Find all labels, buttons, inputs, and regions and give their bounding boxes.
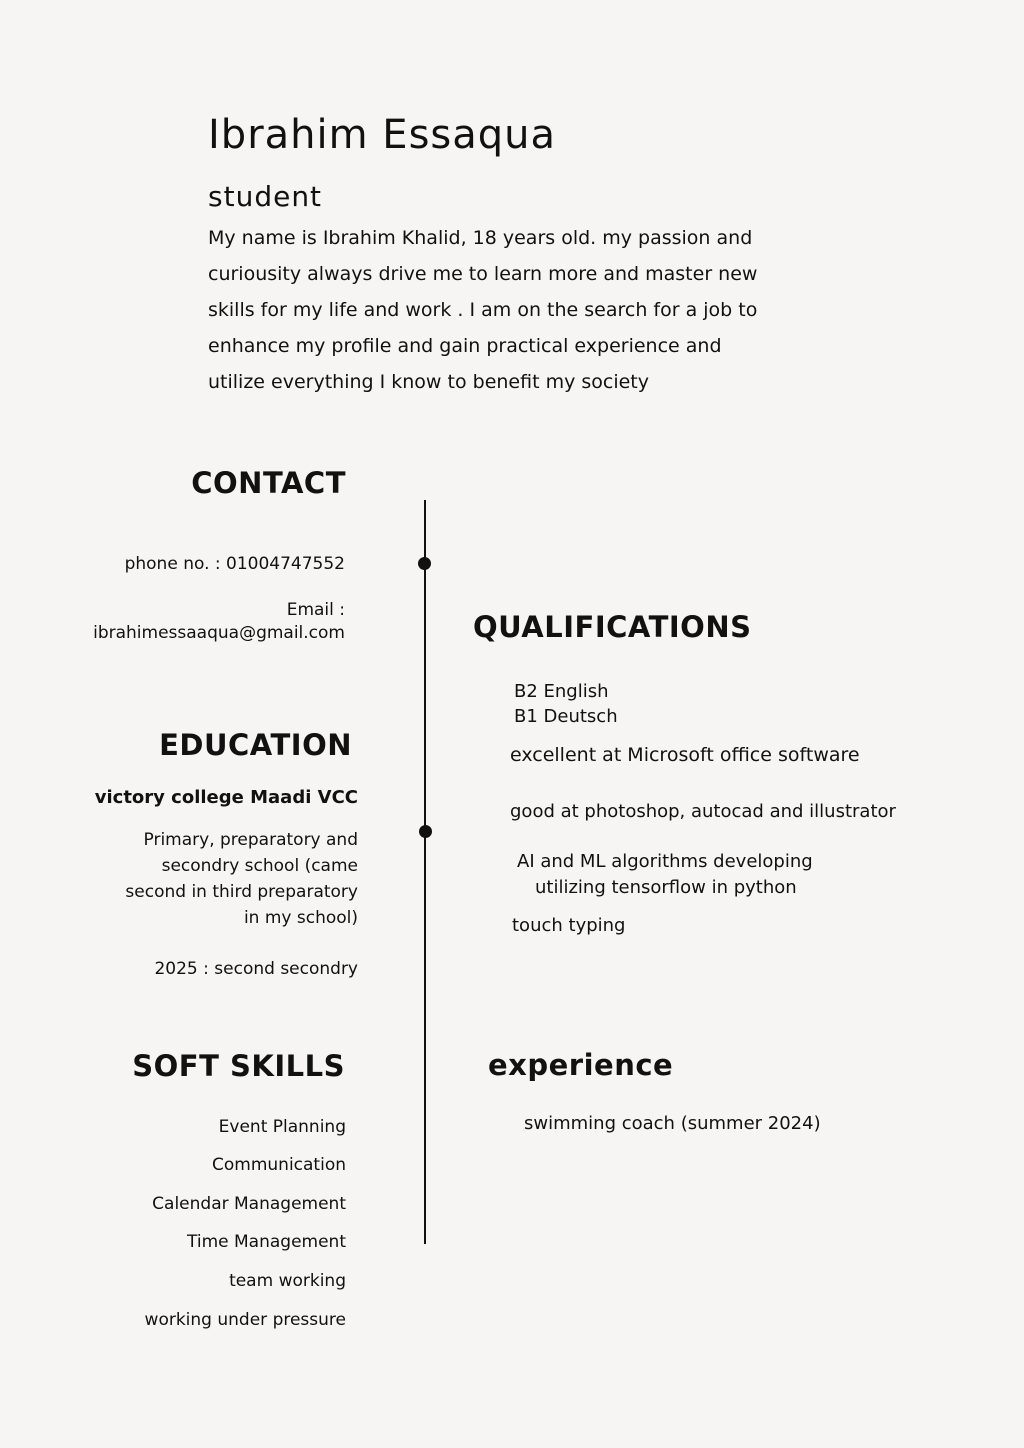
timeline-dot (419, 825, 432, 838)
summary-line: enhance my profile and gain practical experience and (208, 335, 722, 357)
soft-skills-heading: SOFT SKILLS (132, 1049, 345, 1083)
summary-line: My name is Ibrahim Khalid, 18 years old. my passion and (208, 227, 753, 249)
soft-skill-item: Time Management (187, 1232, 346, 1252)
timeline-dot (418, 557, 431, 570)
summary-line: curiousity always drive me to learn more and master new (208, 263, 758, 285)
soft-skill-item: Communication (212, 1155, 346, 1175)
education-school: victory college Maadi VCC (94, 787, 358, 808)
education-current: 2025 : second secondry (154, 959, 358, 979)
soft-skill-item: team working (229, 1271, 346, 1291)
qualification-office: excellent at Microsoft office software (510, 744, 860, 766)
soft-skill-item: Calendar Management (152, 1194, 346, 1214)
contact-email-label: Email : (286, 600, 345, 620)
contact-heading: CONTACT (191, 466, 346, 500)
qualification-ai: utilizing tensorflow in python (535, 877, 797, 898)
soft-skill-item: working under pressure (144, 1310, 346, 1330)
qualification-language: B2 English (514, 681, 609, 702)
resume-name: Ibrahim Essaqua (208, 112, 557, 158)
contact-email: ibrahimessaaqua@gmail.com (93, 623, 345, 643)
experience-item: swimming coach (summer 2024) (524, 1113, 821, 1134)
education-heading: EDUCATION (159, 728, 352, 762)
qualification-ai: AI and ML algorithms developing (517, 851, 813, 872)
qualification-language: B1 Deutsch (514, 706, 618, 727)
resume-role: student (208, 180, 323, 213)
education-details-line: Primary, preparatory and (143, 830, 358, 850)
qualification-design: good at photoshop, autocad and illustrator (510, 801, 896, 822)
experience-heading: experience (488, 1048, 674, 1082)
profile-summary (208, 220, 808, 400)
qualification-typing: touch typing (512, 915, 626, 936)
summary-line: utilize everything I know to benefit my society (208, 371, 649, 393)
qualifications-heading: QUALIFICATIONS (473, 610, 752, 644)
education-details (125, 827, 358, 931)
education-details-line: second in third preparatory (125, 882, 358, 902)
soft-skill-item: Event Planning (218, 1117, 346, 1137)
timeline-line (424, 500, 426, 1244)
summary-line: skills for my life and work . I am on the search for a job to (208, 299, 758, 321)
contact-phone: phone no. : 01004747552 (124, 554, 345, 574)
education-details-line: in my school) (243, 908, 358, 928)
education-details-line: secondry school (came (161, 856, 358, 876)
